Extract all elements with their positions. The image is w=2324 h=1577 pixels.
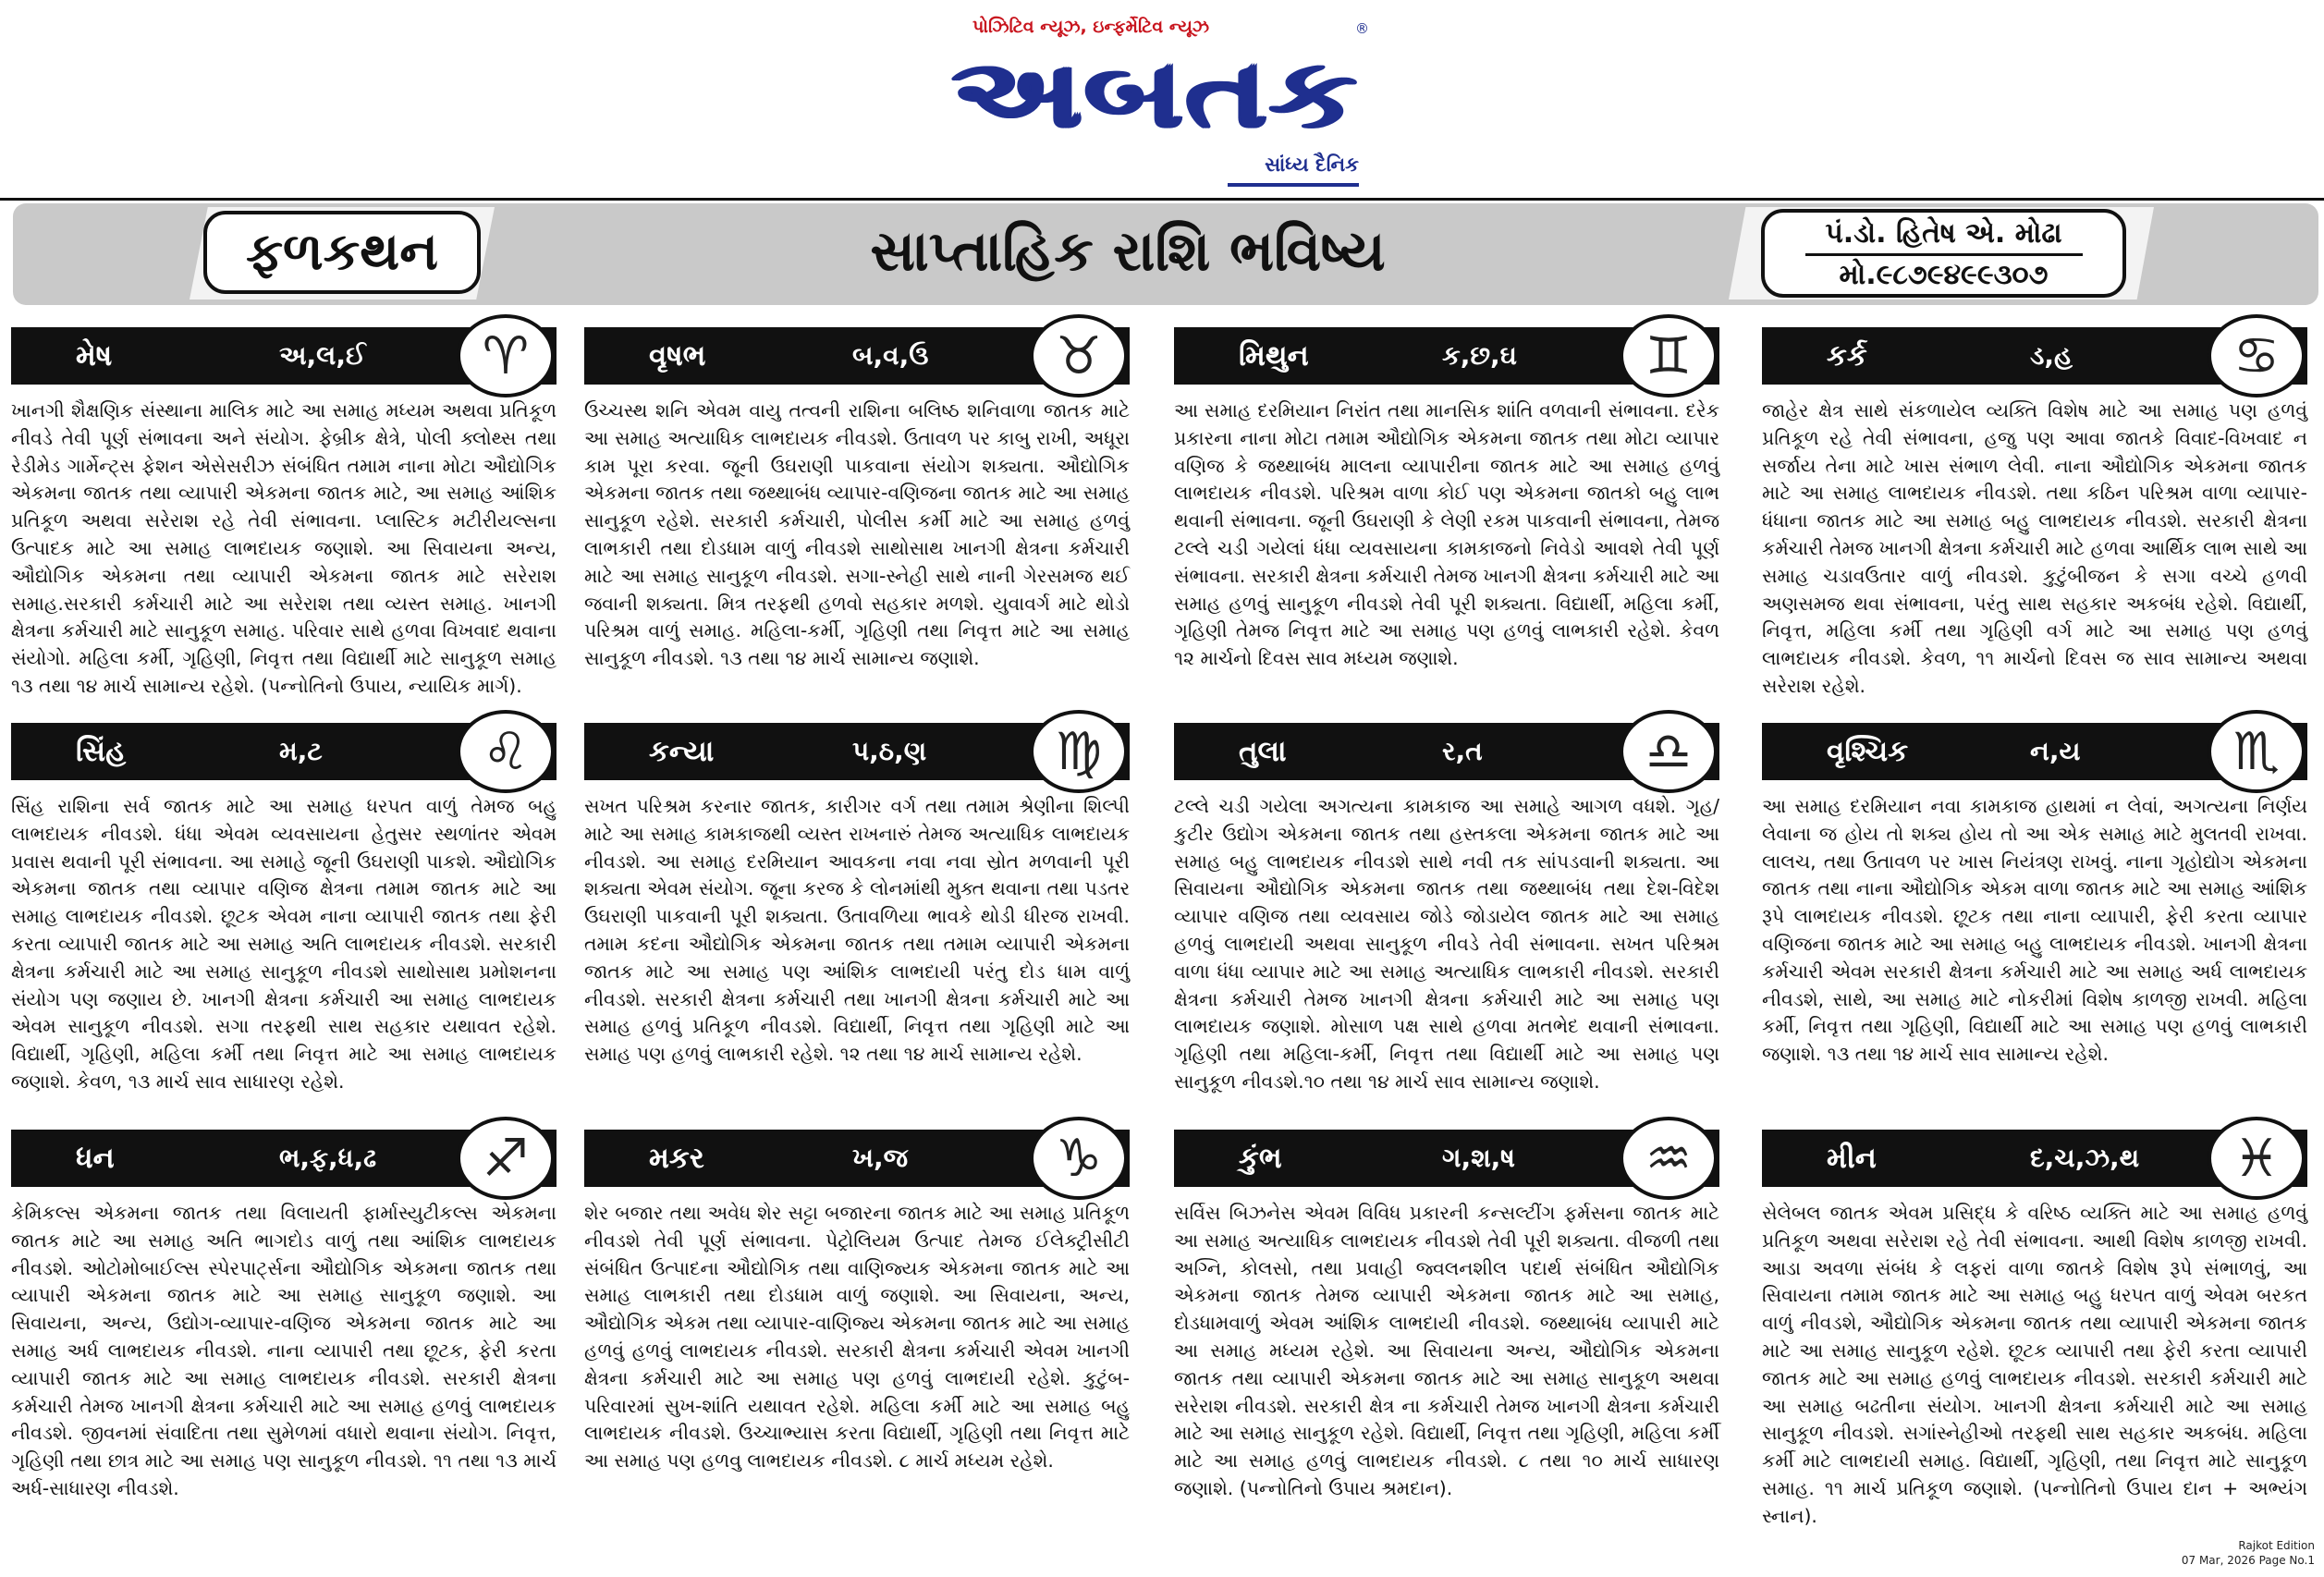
sign-name: કન્યા — [649, 735, 715, 768]
sign-letters: પ,ઠ,ણ — [852, 736, 927, 766]
sign-letters: દ,ચ,ઝ,થ — [2030, 1143, 2140, 1173]
sign-forecast: સિંહ રાશિના સર્વ જાતક માટે આ સમાહ ધરપત વાળું તેમજ બહુ લાભદાયક નીવડશે. ધંધા એવમ વ્યવસાયના હેતુસર સ્થળાંતર એવમ પ્રવાસ થવાની પૂરી સંભાવના. આ સમાહે જૂની ઉઘરાણી પાકશે. ઔદ્યોગિક એકમના જાતક તથા વ્યાપાર વણિજ ક્ષેત્રના તમામ જાતક માટે આ સમાહ લાભદાયક નીવડશે. છૂટક એવમ નાના વ્યાપારી જાતક તથા ફેરી કરતા વ્યાપારી જાતક માટે આ સમાહ અતિ લાભદાયક નીવડશે. સરકારી ક્ષેત્રના કર્મચારી માટે આ સમાહ સાનુકૂળ નીવડશે સાથોસાથ પ્રમોશનના સંયોગ પણ જણાય છે. ખાનગી ક્ષેત્રના કર્મચારી આ સમાહ લાભદાયક એવમ સાનુકૂળ નીવડશે. સગા તરફથી સાથ સહકાર યથાવત રહેશે. વિદ્યાર્થી, ગૃહિણી, મહિલા કર્મી તથા નિવૃત્ત માટે આ સમાહ લાભદાયક જણાશે. કેવળ, ૧૩ માર્ચ સાવ સાધારણ રહેશે. — [11, 795, 557, 1093]
fish-icon: ♓ — [2208, 1117, 2306, 1200]
sign-card-dhan — [11, 1117, 557, 1533]
sign-letters: ડ,હ — [2030, 340, 2073, 371]
sign-forecast: ટલ્લે ચડી ગયેલા અગત્યના કામકાજ આ સમાહે આગળ વધશે. ગૃહ/કુટીર ઉદ્યોગ એકમના જાતક તથા હસ્તકલા એકમના જાતક માટે આ સમાહ બહુ લાભદાયક નીવડશે સાથે નવી તક સાંપડવાની શક્યતા. આ સિવાયના ઔદ્યોગિક એકમના જાતક તથા જથ્થાબંધ તથા દેશ-વિદેશ વ્યાપાર વણિજ તથા વ્યવસાય જોડે જોડાયેલ જાતક માટે આ સમાહ હળવું લાભદાયી અથવા સાનુકૂળ નીવડે તેવી સંભાવના. સખત પરિશ્રમ વાળા ધંધા વ્યાપાર માટે આ સમાહ અત્યાધિક લાભકારી નીવડશે. સરકારી ક્ષેત્રના કર્મચારી તેમજ ખાનગી ક્ષેત્રના કર્મચારી માટે આ સમાહ પણ લાભદાયક જણાશે. મોસાળ પક્ષ સાથે હળવા મતભેદ થવાની સંભાવના. ગૃહિણી તથા મહિલા-કર્મી, નિવૃત્ત તથા વિદ્યાર્થી માટે આ સમાહ પણ સાનુકૂળ નીવડશે.૧૦ તથા ૧૪ માર્ચ સાવ સામાન્ય જણાશે. — [1174, 795, 1719, 1093]
archer-icon: ♐ — [457, 1117, 555, 1200]
sign-name: વૃશ્ચિક — [1827, 735, 1909, 768]
lion-icon: ♌ — [457, 710, 555, 793]
registered-mark: ® — [1355, 20, 1369, 37]
sign-forecast: આ સમાહ દરમિયાન નિરાંત તથા માનસિક શાંતિ વળવાની સંભાવના. દરેક પ્રકારના નાના મોટા તમામ ઔદ્યોગિક એકમના જાતક તથા મોટા વ્યાપાર વણિજ કે જથ્થાબંધ માલના વ્યાપારીના જાતક માટે આ સમાહ હળવું લાભદાયક નીવડશે. પરિશ્રમ વાળા કોઈ પણ એકમના જાતકો બહુ લાભ થવાની સંભાવના. જૂની ઉઘરાણી કે લેણી રકમ પાકવાની સંભાવના, તેમજ ટલ્લે ચડી ગયેલાં ધંધા વ્યવસાયના કામકાજનો નિવેડો આવશે તેવી પૂર્ણ સંભાવના. સરકારી ક્ષેત્રના કર્મચારી તેમજ ખાનગી ક્ષેત્રના કર્મચારી માટે આ સમાહ હળવું સાનુકૂળ નીવડશે તેવી પૂરી શક્યતા. વિદ્યાર્થી, મહિલા કર્મી, ગૃહિણી તેમજ નિવૃત્ત માટે આ સમાહ પણ હળવું લાભકારી રહેશે. કેવળ ૧૨ માર્ચનો દિવસ સાવ મધ્યમ જણાશે. — [1174, 399, 1719, 670]
sign-forecast: ખાનગી શૈક્ષણિક સંસ્થાના માલિક માટે આ સમાહ મધ્યમ અથવા પ્રતિકૂળ નીવડે તેવી પૂર્ણ સંભાવના અને સંયોગ. ફેબ્રીક ક્ષેત્રે, પોલી ક્લોથ્સ તથા રેડીમેડ ગાર્મેન્ટ્સ ફેશન એસેસરીઝ સંબંધિત તમામ નાના મોટા ઔદ્યોગિક એકમના જાતક તથા વ્યાપારી એકમના જાતક માટે, આ સમાહ આંશિક પ્રતિકૂળ અથવા સરેરાશ રહે તેવી સંભાવના. પ્લાસ્ટિક મટીરીયલ્સના ઉત્પાદક માટે આ સમાહ લાભદાયક જણાશે. આ સિવાયના અન્ય, ઔદ્યોગિક એકમના તથા વ્યાપારી એકમના જાતક માટે સરેરાશ સમાહ.સરકારી કર્મચારી માટે આ સરેરાશ તથા વ્યસ્ત સમાહ. ખાનગી ક્ષેત્રના કર્મચારી માટે સાનુકૂળ સમાહ. પરિવાર સાથે હળવા વિખવાદ થવાના સંયોગો. મહિલા કર્મી, ગૃહિણી, નિવૃત્ત તથા વિદ્યાર્થી માટે સાનુકૂળ સમાહ ૧૩ તથા ૧૪ માર્ચ સામાન્ય રહેશે. (પન્નોતિનો ઉપાય, ન્યાયિક માર્ગ). — [11, 399, 557, 697]
sign-name: તુલા — [1239, 735, 1287, 768]
edition-label: Rajkot Edition — [2238, 1539, 2315, 1552]
sign-letters: ક,છ,ઘ — [1442, 340, 1517, 371]
page-footer — [2182, 1538, 2315, 1568]
sign-forecast: સર્વિસ બિઝનેસ એવમ વિવિધ પ્રકારની કન્સલ્ટીંગ ફર્મસના જાતક માટે આ સમાહ અત્યાધિક લાભદાયક નીવડશે તેવી પૂરી શક્યતા. વીજળી તથા અગ્નિ, કોલસો, તથા પ્રવાહી જ્વલનશીલ પદાર્થ સંબંધિત ઔદ્યોગિક એકમના જાતક તેમજ વ્યાપારી એકમના જાતક માટે આ સમાહ, દોડધામવાળું એવમ આંશિક લાભદાયી નીવડશે. જથ્થાબંધ વ્યાપારી માટે આ સમાહ મધ્યમ રહેશે. આ સિવાયના અન્ય, ઔદ્યોગિક એકમના જાતક તથા વ્યાપારી એકમના જાતક માટે આ સમાહ સાનુકૂળ અથવા સરેરાશ નીવડશે. સરકારી ક્ષેત્ર ના કર્મચારી તેમજ ખાનગી ક્ષેત્રના કર્મચારી માટે આ સમાહ સાનુકૂળ રહેશે. વિદ્યાર્થી, નિવૃત્ત તથા ગૃહિણી, મહિલા કર્મી માટે આ સમાહ હળવું લાભદાયક નીવડશે. ૮ તથા ૧૦ માર્ચ સાધારણ જણાશે. (પન્નોતિનો ઉપાય શ્રમદાન). — [1174, 1202, 1719, 1499]
sign-name: મિથુન — [1239, 339, 1309, 373]
sign-card-mesh — [11, 314, 557, 712]
sign-forecast: કેમિકલ્સ એકમના જાતક તથા વિલાયતી ફાર્માસ્યુટીકલ્સ એકમના જાતક માટે આ સમાહ અતિ ભાગદોડ વાળું તથા આંશિક લાભદાયક નીવડશે. ઓટોમોબાઈલ્સ સ્પેરપાર્ટ્સના ઔદ્યોગિક એકમના જાતક તથા વ્યાપારી એકમના જાતક માટે આ સમાહ સાનુકૂળ જણાશે. આ સિવાયના, અન્ય, ઉદ્યોગ-વ્યાપાર-વણિજ એકમના જાતક માટે આ સમાહ અર્ધ લાભદાયક નીવડશે. નાના વ્યાપારી તથા છૂટક, ફેરી કરતા વ્યાપારી જાતક માટે આ સમાહ લાભદાયક નીવડશે. સરકારી ક્ષેત્રના કર્મચારી તેમજ ખાનગી ક્ષેત્રના કર્મચારી માટે આ સમાહ હળવું લાભદાયક નીવડશે. જીવનમાં સંવાદિતા તથા સુમેળમાં વધારો થવાના સંયોગ. નિવૃત્ત, ગૃહિણી તથા છાત્ર માટે આ સમાહ પણ સાનુકૂળ નીવડશે. ૧૧ તથા ૧૩ માર્ચ અર્ધ-સાધારણ નીવડશે. — [11, 1202, 557, 1499]
ram-icon: ♈ — [457, 314, 555, 397]
sign-name: મેષ — [76, 339, 113, 373]
sign-card-mithun — [1174, 314, 1719, 712]
subtitle-underline — [1228, 183, 1359, 187]
newspaper-logo[interactable]: અબતક — [952, 37, 1359, 150]
sign-card-sinh — [11, 710, 557, 1126]
goat-icon: ♑ — [1030, 1117, 1128, 1200]
sign-name: કુંભ — [1239, 1142, 1282, 1175]
author-box — [1761, 209, 2126, 298]
sign-card-vrushabh — [584, 314, 1130, 712]
bull-icon: ♉ — [1030, 314, 1128, 397]
scorpion-icon: ♏ — [2208, 710, 2306, 793]
sign-card-tula — [1174, 710, 1719, 1126]
sign-name: વૃષભ — [649, 339, 706, 373]
sign-forecast: સખત પરિશ્રમ કરનાર જાતક, કારીગર વર્ગ તથા તમામ શ્રેણીના શિલ્પી માટે આ સમાહ કામકાજથી વ્યસ્ત રાખનારું તેમજ અત્યાધિક લાભદાયક નીવડશે. આ સમાહ દરમિયાન આવકના નવા નવા સ્રોત મળવાની પૂરી શક્યતા એવમ સંયોગ. જૂના કરજ કે લોનમાંથી મુક્ત થવાના તથા પડતર ઉઘરાણી પાકવાની પૂરી શક્યતા. ઉતાવળિયા ભાવકે થોડી ધીરજ રાખવી. તમામ કદના ઔદ્યોગિક એકમના જાતક તથા તમામ વ્યાપારી એકમના જાતક માટે આ સમાહ પણ આંશિક લાભદાયી પરંતુ દોડ ધામ વાળું નીવડશે. સરકારી ક્ષેત્રના કર્મચારી તથા ખાનગી ક્ષેત્રના કર્મચારી માટે આ સમાહ હળવું પ્રતિકૂળ નીવડશે. વિદ્યાર્થી, નિવૃત્ત તથા ગૃહિણી માટે આ સમાહ પણ હળવું લાભકારી રહેશે. ૧૨ તથા ૧૪ માર્ચ સામાન્ય રહેશે. — [584, 795, 1130, 1066]
sign-name: મીન — [1827, 1142, 1877, 1175]
sign-name: ધન — [76, 1142, 115, 1175]
sign-forecast: સેલેબલ જાતક એવમ પ્રસિદ્ધ કે વરિષ્ઠ વ્યક્તિ માટે આ સમાહ હળવું પ્રતિકૂળ અથવા સરેરાશ રહે તેવી સંભાવના. આથી વિશેષ કાળજી રાખવી. આડા અવળા સંબંધ કે લફરાં વાળા જાતકે વિશેષ રૂપે સંભાળવું, આ સિવાયના તમામ જાતક માટે આ સમાહ બહુ ધરપત વાળું એવમ બરકત વાળું નીવડશે, ઔદ્યોગિક એકમના જાતક તથા વ્યાપારી એકમના જાતક માટે આ સમાહ સાનુકૂળ રહેશે. છૂટક વ્યાપારી તથા ફેરી કરતા વ્યાપારી જાતક માટે આ સમાહ હળવું લાભદાયક નીવડશે. સરકારી કર્મચારી માટે આ સમાહ બઢતીના સંયોગ. ખાનગી ક્ષેત્રના કર્મચારી માટે આ સમાહ સાનુકૂળ નીવડશે. સગાંસ્નેહીઓ તરફથી સાથ સહકાર અકબંધ. મહિલા કર્મી માટે લાભદાયી સમાહ. વિદ્યાર્થી, ગૃહિણી, તથા નિવૃત્ત માટે સાનુકૂળ સમાહ. ૧૧ માર્ચ પ્રતિકૂળ જણાશે. (પન્નોતિનો ઉપાય દાન + અભ્યંગ સ્નાન). — [1762, 1202, 2307, 1527]
masthead — [0, 0, 2324, 196]
author-name: પં.ડો. હિતેષ એ. મોઢા — [1825, 217, 2062, 250]
sign-card-meen — [1762, 1117, 2307, 1533]
sign-letters: ર,ત — [1442, 736, 1483, 766]
masthead-tagline: પોઝિટિવ ન્યૂઝ, ઇન્ફર્મેટિવ ન્યૂઝ — [972, 17, 1210, 37]
date-page-label: 07 Mar, 2026 Page No.1 — [2181, 1554, 2315, 1567]
sign-letters: ભ,ફ,ધ,ઢ — [279, 1143, 377, 1173]
page-title: સાપ્તાહિક રાશિ ભવિષ્ય — [870, 219, 1386, 284]
sign-card-kumbh — [1174, 1117, 1719, 1533]
sign-forecast: જાહેર ક્ષેત્ર સાથે સંકળાયેલ વ્યક્તિ વિશેષ માટે આ સમાહ પણ હળવું પ્રતિકૂળ રહે તેવી સંભાવના, હજુ પણ આવા જાતકે વિવાદ-વિખવાદ ન સર્જાય તેના માટે ખાસ સંભાળ લેવી. નાના ઔદ્યોગિક એકમના જાતક માટે આ સમાહ લાભદાયક નીવડશે. તથા કઠિન પરિશ્રમ વાળા વ્યાપાર-ધંધાના જાતક માટે આ સમાહ બહુ લાભદાયક નીવડશે. સરકારી ક્ષેત્રના કર્મચારી તેમજ ખાનગી ક્ષેત્રના કર્મચારી માટે હળવા આર્થિક લાભ સાથે આ સમાહ ચડાવઉતાર વાળું નીવડશે. કુટુંબીજન કે સગા વચ્ચે હળવી અણસમજ થવા સંભાવના, પરંતુ સાથ સહકાર અકબંધ રહેશે. વિદ્યાર્થી, નિવૃત્ત, મહિલા કર્મી તથા ગૃહિણી વર્ગ માટે આ સમાહ પણ હળવું લાભદાયક નીવડશે. કેવળ, ૧૧ માર્ચનો દિવસ જ સાવ સામાન્ય અથવા સરેરાશ રહેશે. — [1762, 399, 2307, 697]
sign-letters: ગ,શ,ષ — [1442, 1143, 1515, 1173]
maiden-icon: ♍ — [1030, 710, 1128, 793]
sign-card-makar — [584, 1117, 1130, 1533]
sign-letters: બ,વ,ઉ — [852, 340, 929, 371]
section-label: ફળકથન — [203, 211, 481, 294]
sign-card-vrushchik — [1762, 710, 2307, 1126]
sign-forecast: આ સમાહ દરમિયાન નવા કામકાજ હાથમાં ન લેવાં, અગત્યના નિર્ણય લેવાના જ હોય તો શક્ય હોય તો આ એક સમાહ માટે મુલતવી રાખવા. લાલચ, તથા ઉતાવળ પર ખાસ નિયંત્રણ રાખવું. નાના ગૃહોદ્યોગ એકમના જાતક તથા નાના ઔદ્યોગિક એકમ વાળા જાતક માટે આ સમાહ આંશિક રૂપે લાભદાયક નીવડશે. છૂટક તથા નાના વ્યાપારી, ફેરી કરતા વ્યાપાર વણિજના જાતક માટે આ સમાહ બહુ લાભદાયક નીવડશે. ખાનગી ક્ષેત્રના કર્મચારી એવમ સરકારી ક્ષેત્રના કર્મચારી માટે આ સમાહ અર્ધ લાભદાયક નીવડશે, સાથે, આ સમાહ માટે નોકરીમાં વિશેષ કાળજી રાખવી. મહિલા કર્મી, નિવૃત્ત તથા ગૃહિણી, વિદ્યાર્થી માટે આ સમાહ પણ હળવું લાભકારી જણાશે. ૧૩ તથા ૧૪ માર્ચ સાવ સામાન્ય રહેશે. — [1762, 795, 2307, 1066]
crab-icon: ♋ — [2208, 314, 2306, 397]
author-phone: મો.૯૮૭૯૪૯૯૩૦૭ — [1839, 259, 2049, 291]
sign-letters: અ,લ,ઈ — [279, 340, 366, 371]
twins-icon: ♊ — [1620, 314, 1718, 397]
masthead-subtitle: સાંધ્ય દૈનિક — [1265, 153, 1359, 176]
masthead-divider — [0, 198, 2324, 201]
sign-forecast: ઉચ્ચસ્થ શનિ એવમ વાયુ તત્વની રાશિના બલિષ્ઠ શનિવાળા જાતક માટે આ સમાહ અત્યાધિક લાભદાયક નીવડશે. ઉતાવળ પર કાબુ રાખી, અધૂરા કામ પૂરા કરવા. જૂની ઉઘરાણી પાકવાના સંયોગ શક્યતા. ઔદ્યોગિક એકમના જાતક તથા જથ્થાબંધ વ્યાપાર-વણિજના જાતક માટે આ સમાહ સાનુકૂળ રહેશે. સરકારી કર્મચારી, પોલીસ કર્મી માટે આ સમાહ હળવું લાભકારી તથા દોડધામ વાળું નીવડશે સાથોસાથ ખાનગી ક્ષેત્રના કર્મચારી માટે આ સમાહ સાનુકૂળ નીવડશે. સગા-સ્નેહી સાથે નાની ગેરસમજ થઈ જવાની શક્યતા. મિત્ર તરફથી હળવો સહકાર મળશે. યુવાવર્ગ માટે થોડો પરિશ્રમ વાળું સમાહ. મહિલા-કર્મી, ગૃહિણી તથા નિવૃત્ત માટે આ સમાહ સાનુકૂળ નીવડશે. ૧૩ તથા ૧૪ માર્ચ સામાન્ય જણાશે. — [584, 399, 1130, 670]
sign-name: સિંહ — [76, 735, 127, 768]
sign-letters: ન,ય — [2030, 736, 2081, 766]
sign-card-kark — [1762, 314, 2307, 712]
scales-icon: ♎ — [1620, 710, 1718, 793]
sign-name: કર્ક — [1827, 339, 1867, 373]
sign-forecast: શેર બજાર તથા અવેધ શેર સટ્ટા બજારના જાતક માટે આ સમાહ પ્રતિકૂળ નીવડશે તેવી પૂર્ણ સંભાવના. પેટ્રોલિયમ ઉત્પાદ તેમજ ઈલેક્ટ્રીસીટી સંબંધિત ઉત્પાદના ઔદ્યોગિક તથા વાણિજ્યક એકમના જાતક માટે આ સમાહ લાભકારી તથા દોડધામ વાળું જણાશે. આ સિવાયના, અન્ય, ઔદ્યોગિક એકમ તથા વ્યાપાર-વાણિજ્ય એકમના જાતક માટે આ સમાહ હળવું હળવું લાભદાયક નીવડશે. સરકારી ક્ષેત્રના કર્મચારી એવમ ખાનગી ક્ષેત્રના કર્મચારી માટે આ સમાહ પણ હળવું લાભદાયી રહેશે. કુટુંબ-પરિવારમાં સુખ-શાંતિ યથાવત રહેશે. મહિલા કર્મી માટે આ સમાહ બહુ લાભદાયક નીવડશે. ઉચ્ચાભ્યાસ કરતા વિદ્યાર્થી, ગૃહિણી તથા નિવૃત્ત માટે આ સમાહ પણ હળવુ લાભદાયક નીવડશે. ૮ માર્ચ મધ્યમ રહેશે. — [584, 1202, 1130, 1473]
sign-card-kanya — [584, 710, 1130, 1126]
sign-name: મકર — [649, 1142, 704, 1175]
sign-letters: મ,ટ — [279, 736, 323, 766]
water-bearer-icon: ♒ — [1620, 1117, 1718, 1200]
sign-letters: ખ,જ — [852, 1143, 909, 1173]
